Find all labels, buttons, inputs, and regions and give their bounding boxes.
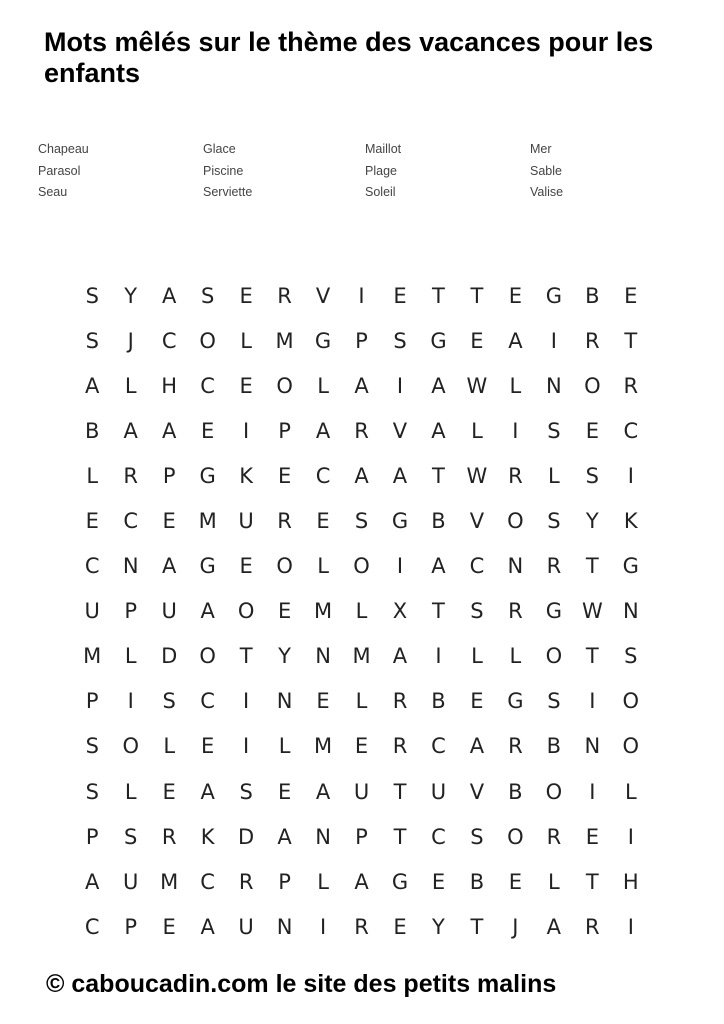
grid-letter: A xyxy=(315,779,331,804)
grid-letter: I xyxy=(627,463,634,488)
grid-letter: C xyxy=(431,824,446,849)
grid-letter: P xyxy=(355,824,368,849)
grid-letter: A xyxy=(354,373,369,398)
grid-letter: B xyxy=(508,779,523,804)
word-list-item: Chapeau xyxy=(38,142,89,156)
grid-letter: E xyxy=(393,283,407,308)
grid-letter: S xyxy=(470,599,484,624)
grid-letter: I xyxy=(550,328,557,353)
grid-letter: K xyxy=(239,463,253,488)
grid-letter: O xyxy=(507,509,524,534)
grid-letter: R xyxy=(546,824,562,849)
grid-letter: O xyxy=(545,779,563,804)
grid-row xyxy=(73,859,651,904)
grid-letter: C xyxy=(123,509,139,534)
grid-letter: V xyxy=(315,283,331,308)
grid-letter: N xyxy=(315,824,331,849)
word-list-item: Parasol xyxy=(38,163,81,178)
grid-letter: M xyxy=(198,509,217,534)
grid-letter: E xyxy=(239,283,253,308)
grid-letter: T xyxy=(239,644,253,669)
grid-letter: G xyxy=(430,328,447,353)
grid-letter: E xyxy=(470,328,484,353)
grid-letter: G xyxy=(199,554,216,579)
grid-letter: M xyxy=(275,328,294,353)
grid-letter: B xyxy=(469,869,485,894)
grid-letter: E xyxy=(508,869,523,894)
grid-row xyxy=(73,589,651,634)
grid-row xyxy=(73,724,651,769)
grid-letter: A xyxy=(469,734,485,759)
grid-letter: E xyxy=(585,418,599,443)
grid-row xyxy=(73,769,651,814)
word-list-item: Piscine xyxy=(203,163,244,178)
grid-letter: A xyxy=(315,418,331,443)
grid-letter: A xyxy=(431,373,446,398)
grid-letter: J xyxy=(127,328,134,353)
word-list-item: Valise xyxy=(530,185,564,199)
grid-letter: R xyxy=(161,824,177,849)
grid-letter: R xyxy=(546,554,562,579)
page-title: Mots mêlés sur le thème des vacances pour les enfants xyxy=(44,27,654,88)
grid-letter: B xyxy=(85,418,100,443)
grid-letter: E xyxy=(162,914,176,939)
grid-letter: L xyxy=(355,689,368,714)
grid-letter: L xyxy=(355,599,368,624)
grid-letter: C xyxy=(161,328,177,353)
word-list-item: Plage xyxy=(365,163,397,178)
grid-letter: A xyxy=(161,283,177,308)
grid-letter: S xyxy=(585,463,599,488)
grid-letter: X xyxy=(392,599,408,624)
grid-letter: P xyxy=(85,689,99,714)
grid-letter: U xyxy=(161,599,177,624)
grid-letter: Y xyxy=(432,914,445,939)
grid-letter: M xyxy=(160,869,179,894)
grid-letter: O xyxy=(276,554,293,579)
grid-letter: K xyxy=(200,824,215,849)
grid-letter: S xyxy=(470,824,484,849)
grid-letter: L xyxy=(624,779,637,804)
grid-letter: A xyxy=(392,644,408,669)
grid-letter: W xyxy=(466,373,488,398)
grid-letter: V xyxy=(469,779,485,804)
grid-letter: O xyxy=(199,644,216,669)
word-list-item: Glace xyxy=(203,142,236,156)
grid-letter: O xyxy=(276,373,293,398)
grid-letter: E xyxy=(508,283,523,308)
grid-letter: T xyxy=(432,599,445,624)
grid-letter: C xyxy=(200,373,215,398)
grid-letter: T xyxy=(585,554,599,579)
grid-letter: T xyxy=(393,779,407,804)
grid-row xyxy=(73,814,651,859)
grid-letter: T xyxy=(432,463,445,488)
grid-letter: L xyxy=(86,463,99,488)
grid-letter: S xyxy=(547,509,561,534)
grid-letter: N xyxy=(546,373,562,398)
grid-letter: M xyxy=(83,644,102,669)
grid-letter: G xyxy=(199,463,216,488)
word-list xyxy=(38,139,658,204)
grid-letter: I xyxy=(627,914,634,939)
grid-letter: I xyxy=(512,418,519,443)
grid-letter: C xyxy=(315,463,331,488)
grid-letter: P xyxy=(85,824,99,849)
grid-letter: S xyxy=(162,689,176,714)
grid-letter: V xyxy=(469,509,485,534)
grid-letter: P xyxy=(278,869,291,894)
grid-letter: L xyxy=(509,644,522,669)
grid-letter: S xyxy=(354,509,369,534)
grid-letter: S xyxy=(547,689,561,714)
grid-letter: N xyxy=(276,689,293,714)
grid-letter: W xyxy=(466,463,488,488)
grid-row xyxy=(73,318,651,363)
grid-letter: E xyxy=(85,509,99,534)
grid-letter: G xyxy=(391,869,409,894)
grid-letter: U xyxy=(430,779,447,804)
grid-letter: O xyxy=(622,734,640,759)
grid-letter: R xyxy=(354,418,369,443)
grid-letter: P xyxy=(162,463,176,488)
grid-letter: E xyxy=(201,418,215,443)
grid-letter: E xyxy=(393,914,407,939)
grid-letter: E xyxy=(354,734,369,759)
word-list-item: Mer xyxy=(530,142,552,156)
grid-letter: N xyxy=(584,734,601,759)
grid-letter: O xyxy=(622,689,640,714)
grid-letter: G xyxy=(545,283,562,308)
grid-letter: S xyxy=(85,283,99,308)
grid-letter: B xyxy=(431,509,446,534)
grid-row xyxy=(73,498,651,543)
grid-letter: E xyxy=(470,689,484,714)
grid-letter: S xyxy=(200,283,215,308)
grid-letter: L xyxy=(240,328,252,353)
grid-letter: I xyxy=(589,689,596,714)
grid-row xyxy=(73,679,651,724)
grid-letter: L xyxy=(548,869,560,894)
grid-letter: C xyxy=(84,914,100,939)
grid-letter: A xyxy=(123,418,138,443)
grid-letter: G xyxy=(545,599,562,624)
grid-letter: E xyxy=(162,509,176,534)
grid-letter: N xyxy=(315,644,331,669)
grid-letter: R xyxy=(277,283,292,308)
grid-row xyxy=(73,544,651,589)
grid-letter: L xyxy=(548,463,560,488)
grid-letter: R xyxy=(623,373,639,398)
grid-letter: I xyxy=(627,824,634,849)
grid-letter: H xyxy=(161,373,178,398)
grid-letter: G xyxy=(314,328,332,353)
grid-letter: W xyxy=(581,599,603,624)
grid-letter: T xyxy=(470,914,484,939)
grid-letter: R xyxy=(277,509,292,534)
grid-letter: I xyxy=(396,373,404,398)
grid-letter: Y xyxy=(278,644,291,669)
grid-letter: A xyxy=(392,463,408,488)
grid-letter: O xyxy=(545,644,563,669)
footer-credit: © caboucadin.com le site des petits malins xyxy=(46,970,557,998)
grid-letter: O xyxy=(584,373,601,398)
grid-letter: E xyxy=(239,554,253,579)
word-search-grid xyxy=(73,273,651,949)
grid-letter: P xyxy=(124,599,138,624)
grid-letter: B xyxy=(585,283,600,308)
grid-letter: R xyxy=(585,914,600,939)
grid-letter: E xyxy=(162,779,176,804)
grid-letter: A xyxy=(354,869,369,894)
word-list-item: Soleil xyxy=(365,185,396,199)
grid-letter: L xyxy=(317,869,329,894)
grid-row xyxy=(73,273,651,318)
grid-letter: M xyxy=(352,644,371,669)
grid-row xyxy=(73,453,651,498)
grid-letter: K xyxy=(623,509,638,534)
grid-letter: I xyxy=(243,734,250,759)
grid-letter: R xyxy=(392,734,408,759)
grid-letter: S xyxy=(624,644,638,669)
grid-letter: E xyxy=(624,283,638,308)
grid-letter: L xyxy=(509,373,522,398)
grid-letter: O xyxy=(237,599,255,624)
grid-letter: O xyxy=(353,554,370,579)
word-list-item: Sable xyxy=(530,163,562,178)
grid-letter: S xyxy=(393,328,407,353)
grid-letter: N xyxy=(507,554,524,579)
grid-letter: Y xyxy=(124,283,138,308)
grid-row xyxy=(73,904,651,949)
grid-letter: S xyxy=(239,779,253,804)
grid-letter: A xyxy=(277,824,292,849)
grid-letter: A xyxy=(354,463,369,488)
grid-letter: L xyxy=(278,734,291,759)
grid-letter: L xyxy=(317,373,329,398)
grid-letter: S xyxy=(547,418,561,443)
grid-letter: T xyxy=(393,824,407,849)
grid-letter: R xyxy=(392,689,408,714)
grid-letter: E xyxy=(585,824,599,849)
grid-letter: M xyxy=(313,734,333,759)
grid-letter: R xyxy=(508,463,523,488)
grid-letter: L xyxy=(124,373,137,398)
grid-letter: E xyxy=(277,599,292,624)
grid-letter: E xyxy=(316,509,330,534)
grid-row xyxy=(73,408,651,453)
grid-letter: E xyxy=(431,869,446,894)
grid-letter: P xyxy=(278,418,291,443)
grid-letter: A xyxy=(161,554,177,579)
grid-letter: C xyxy=(623,418,639,443)
grid-letter: I xyxy=(589,779,596,804)
grid-letter: A xyxy=(431,554,446,579)
grid-letter: L xyxy=(471,418,483,443)
grid-letter: V xyxy=(392,418,408,443)
grid-letter: E xyxy=(316,689,330,714)
grid-letter: G xyxy=(391,509,409,534)
grid-letter: T xyxy=(585,869,599,894)
grid-letter: S xyxy=(124,824,138,849)
grid-letter: L xyxy=(124,644,137,669)
grid-letter: A xyxy=(85,373,100,398)
grid-letter: A xyxy=(431,418,446,443)
grid-letter: J xyxy=(512,914,519,939)
grid-letter: U xyxy=(123,869,139,894)
grid-letter: E xyxy=(277,779,292,804)
grid-letter: T xyxy=(470,283,484,308)
grid-letter: L xyxy=(471,644,483,669)
grid-letter: C xyxy=(469,554,485,579)
grid-letter: L xyxy=(124,779,137,804)
grid-letter: A xyxy=(508,328,523,353)
grid-letter: B xyxy=(431,689,446,714)
grid-letter: M xyxy=(313,599,333,624)
grid-letter: L xyxy=(163,734,176,759)
grid-letter: C xyxy=(84,554,100,579)
grid-letter: A xyxy=(200,779,215,804)
grid-letter: E xyxy=(277,463,292,488)
grid-letter: E xyxy=(201,734,215,759)
word-list-item: Serviette xyxy=(203,185,253,199)
grid-letter: T xyxy=(585,644,599,669)
grid-letter: A xyxy=(85,869,100,894)
grid-letter: U xyxy=(238,509,254,534)
grid-letter: T xyxy=(432,283,445,308)
grid-letter: E xyxy=(239,373,253,398)
grid-letter: C xyxy=(431,734,446,759)
grid-letter: I xyxy=(319,914,327,939)
grid-letter: G xyxy=(507,689,524,714)
grid-letter: N xyxy=(122,554,139,579)
grid-letter: P xyxy=(355,328,368,353)
grid-letter: R xyxy=(238,869,254,894)
grid-letter: A xyxy=(546,914,562,939)
grid-letter: C xyxy=(200,689,215,714)
grid-letter: Y xyxy=(585,509,599,534)
grid-letter: G xyxy=(622,554,639,579)
grid-letter: R xyxy=(123,463,138,488)
grid-letter: R xyxy=(508,599,523,624)
grid-letter: S xyxy=(85,779,99,804)
grid-letter: I xyxy=(396,554,404,579)
grid-letter: A xyxy=(200,914,215,939)
grid-letter: O xyxy=(122,734,139,759)
grid-letter: H xyxy=(622,869,639,894)
grid-letter: B xyxy=(546,734,562,759)
grid-letter: A xyxy=(200,599,215,624)
grid-letter: N xyxy=(622,599,639,624)
grid-letter: O xyxy=(507,824,524,849)
grid-row xyxy=(73,634,651,679)
grid-letter: R xyxy=(354,914,369,939)
grid-letter: D xyxy=(161,644,178,669)
grid-letter: S xyxy=(85,734,99,759)
grid-letter: P xyxy=(124,914,138,939)
grid-row xyxy=(73,363,651,408)
word-list-item: Maillot xyxy=(365,142,402,156)
grid-letter: U xyxy=(238,914,254,939)
grid-letter: U xyxy=(84,599,100,624)
grid-letter: O xyxy=(199,328,216,353)
grid-letter: I xyxy=(358,283,365,308)
grid-letter: S xyxy=(85,328,99,353)
grid-letter: L xyxy=(317,554,329,579)
grid-letter: I xyxy=(435,644,442,669)
grid-letter: U xyxy=(353,779,370,804)
grid-letter: I xyxy=(243,418,250,443)
word-list-item: Seau xyxy=(38,185,68,199)
grid-letter: D xyxy=(238,824,255,849)
grid-letter: T xyxy=(624,328,638,353)
grid-letter: R xyxy=(585,328,600,353)
grid-letter: C xyxy=(200,869,215,894)
grid-letter: I xyxy=(127,689,134,714)
grid-letter: A xyxy=(161,418,177,443)
grid-letter: N xyxy=(276,914,293,939)
grid-letter: R xyxy=(508,734,523,759)
grid-letter: I xyxy=(243,689,250,714)
